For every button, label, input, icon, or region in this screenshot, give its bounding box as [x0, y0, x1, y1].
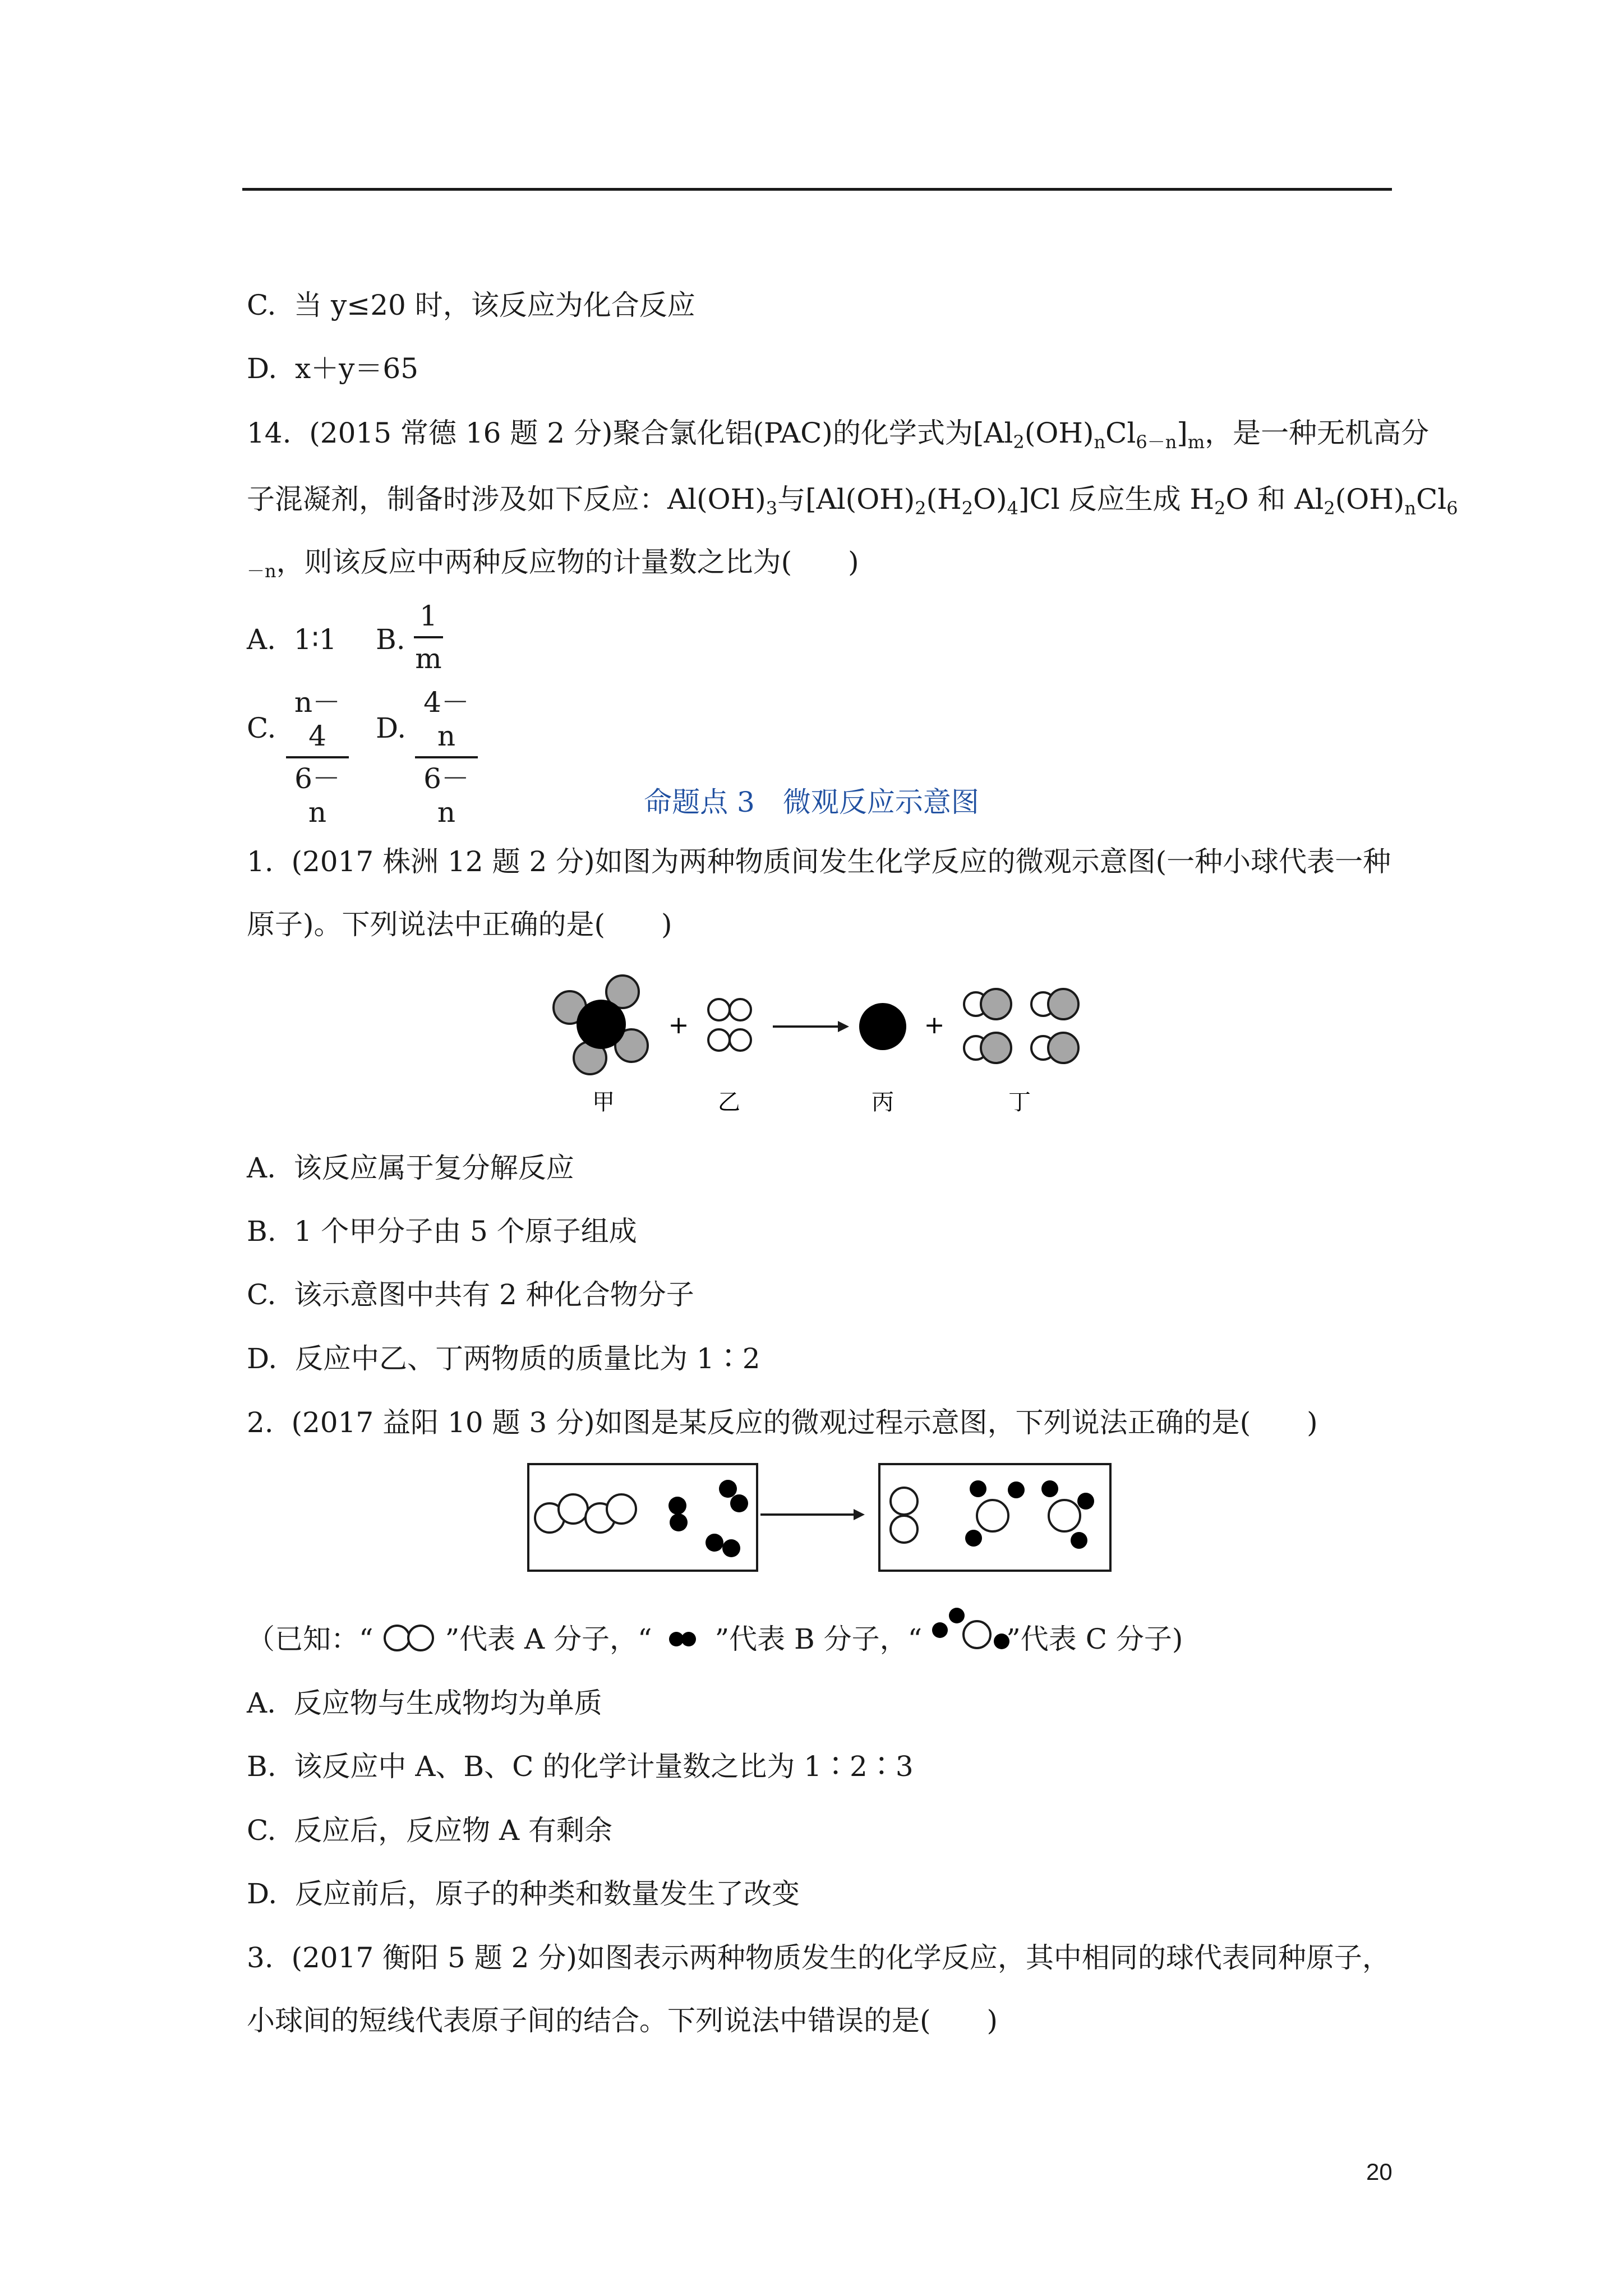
q14-line-3: $_{-n}$，则该反应中两种反应物的计量数之比为( )	[247, 546, 859, 582]
a-molecule-after	[891, 1488, 917, 1543]
q13-option-d: D. x＋y＝65	[247, 352, 419, 385]
q14-option-b-fraction: 1 m	[414, 599, 443, 675]
q14-line-1: 14. (2015 常德 16 题 2 分)聚合氯化铝(PAC)的化学式为$[Al_2(OH)_nCl_{6-n}]_m$，是一种无机高分	[247, 417, 1430, 453]
q2-option-d: D. 反应前后，原子的种类和数量发生了改变	[247, 1878, 800, 1910]
label-jia: 甲	[592, 1089, 615, 1115]
label-yi: 乙	[718, 1089, 740, 1115]
q2-line-1: 2. (2017 益阳 10 题 3 分)如图是某反应的微观过程示意图，下列说法正确的是( )	[247, 1406, 1318, 1439]
reaction-arrow-1	[773, 1021, 849, 1032]
a-molecules-before	[535, 1494, 636, 1533]
q2-option-c: C. 反应后，反应物 A 有剩余	[247, 1814, 613, 1847]
q2-option-a: A. 反应物与生成物均为单质	[247, 1687, 602, 1719]
q2-option-b: B. 该反应中 A、B、C 的化学计量数之比为 1∶2∶3	[247, 1750, 914, 1783]
q14-option-b-label: B.	[376, 623, 405, 656]
q14-option-d-fraction: 4－n 6－n	[415, 685, 478, 829]
plus-sign-1: +	[668, 1011, 689, 1039]
molecule-ding	[964, 989, 1078, 1063]
b-molecules-before	[668, 1480, 748, 1557]
q1-option-d: D. 反应中乙、丁两物质的质量比为 1∶2	[247, 1342, 760, 1375]
q14-option-c-fraction: n－4 6－n	[286, 685, 349, 829]
page-number: 20	[1366, 2159, 1393, 2185]
q1-option-a: A. 该反应属于复分解反应	[247, 1152, 574, 1184]
molecule-jia	[554, 976, 648, 1074]
label-ding: 丁	[1008, 1089, 1031, 1115]
q14-option-c-label: C.	[247, 712, 276, 744]
q2-known-line: （已知：“ ”代表 A 分子，“ ”代表 B 分子，“ ”代表 C 分子)	[247, 1623, 1183, 1655]
q2-diagram	[528, 1464, 1110, 1571]
c-molecule-after-2	[1041, 1480, 1094, 1549]
q1-option-c: C. 该示意图中共有 2 种化合物分子	[247, 1278, 694, 1311]
molecule-yi	[708, 999, 751, 1051]
q14-line-2: 子混凝剂，制备时涉及如下反应：$Al(OH)_3$与$[Al(OH)_2(H_2O)_4]Cl$ 反应生成 $H_2O$ 和 $Al_2(OH)_nCl_6$	[247, 483, 1458, 519]
q3-line-1: 3. (2017 衡阳 5 题 2 分)如图表示两种物质发生的化学反应，其中相同的球代表同种原子，	[247, 1941, 1390, 1974]
label-bing: 丙	[872, 1089, 894, 1115]
q14-option-a: A. 1∶1	[247, 623, 337, 656]
reaction-arrow-2	[760, 1509, 865, 1520]
c-molecule-after-1	[965, 1480, 1025, 1547]
q14-option-d-label: D.	[376, 712, 407, 744]
q13-option-c: C. 当 y≤20 时，该反应为化合反应	[247, 289, 695, 321]
q1-line-2: 原子)。下列说法中正确的是( )	[247, 908, 672, 941]
q1-option-b: B. 1 个甲分子由 5 个原子组成	[247, 1215, 637, 1248]
molecule-bing	[859, 1003, 906, 1050]
plus-sign-2: +	[924, 1011, 945, 1039]
q1-line-1: 1. (2017 株洲 12 题 2 分)如图为两种物质间发生化学反应的微观示意图(一种小球代表一种	[247, 845, 1391, 878]
q3-line-2: 小球间的短线代表原子间的结合。下列说法中错误的是( )	[247, 2004, 998, 2037]
section-title: 命题点 3 微观反应示意图	[644, 786, 979, 818]
q1-diagram	[554, 976, 1078, 1115]
